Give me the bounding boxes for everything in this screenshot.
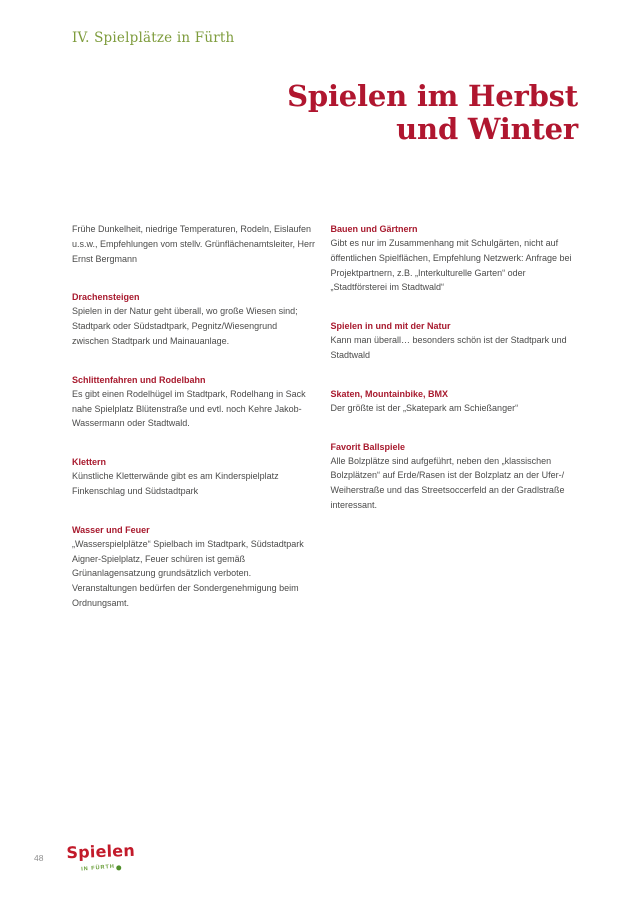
section-heading: Wasser und Feuer xyxy=(72,524,150,535)
section-wasser-und-feuer xyxy=(72,523,317,611)
page-title xyxy=(287,80,578,146)
section-body: Kann man überall… besonders schön ist der Stadtpark und Stadtwald xyxy=(330,335,567,360)
logo-dot-icon xyxy=(116,866,121,871)
chapter-header: IV. Spielplätze in Fürth xyxy=(72,30,235,46)
section-heading: Schlittenfahren und Rodelbahn xyxy=(72,374,206,385)
section-body: Frühe Dunkelheit, niedrige Temperaturen, Rodeln, Eislaufen u.s.w., Empfehlungen vom stellv. Grünflächenamtsleiter, Herr Ernst Bergmann xyxy=(72,224,315,264)
page-title-line2: und Winter xyxy=(396,112,578,146)
section-heading: Klettern xyxy=(72,457,107,468)
section-heading: Skaten, Mountainbike, BMX xyxy=(330,388,449,399)
logo-subline: IN FÜRTH xyxy=(81,863,116,873)
section-klettern xyxy=(72,455,317,499)
section-drachensteigen xyxy=(72,290,317,348)
right-column xyxy=(331,222,576,635)
page-number: 48 xyxy=(34,853,44,863)
section-favorit-ballspiele xyxy=(331,440,576,513)
section-skaten-bmx xyxy=(331,387,576,416)
section-heading: Bauen und Gärtnern xyxy=(330,224,418,234)
section-body: „Wasserspielplätze“ Spielbach im Stadtpark, Südstadtpark Aigner-Spielplatz, Feuer schüren ist gemäß Grünanlagensatzung grundsätzlich verboten. Veranstaltungen bedürfen der Sondergenehmigung beim Ordnungsamt. xyxy=(72,538,304,608)
section-heading: Favorit Ballspiele xyxy=(330,441,406,452)
section-body: Spielen in der Natur geht überall, wo große Wiesen sind; Stadtpark oder Südstadtpark, Pegnitz/Wiesengrund zwischen Stadtpark und Mainauanlage. xyxy=(72,306,298,346)
section-spielen-natur xyxy=(331,319,576,363)
page-title-line1: Spielen im Herbst xyxy=(287,79,578,113)
section-schlittenfahren xyxy=(72,373,317,431)
section-body: Alle Bolzplätze sind aufgeführt, neben den „klassischen Bolzplätzen“ auf Erde/Rasen ist der Bolzplatz an der Ufer-/ Weiherstraße und das Streetsoccerfeld an der Gradlstraße interessant. xyxy=(330,455,565,510)
logo-wordmark: Spielen xyxy=(66,840,136,863)
section-body: Es gibt einen Rodelhügel im Stadtpark, Rodelhang in Sack nahe Spielplatz Blütenstraße und evtl. noch Kehre Jakob-Wassermann oder Stadtwald. xyxy=(72,388,306,429)
section-heading: Drachensteigen xyxy=(72,292,140,303)
intro-section xyxy=(72,222,317,266)
text-columns xyxy=(72,222,575,635)
section-body: Gibt es nur im Zusammenhang mit Schulgärten, nicht auf öffentlichen Spielflächen, Empfehlung Netzwerk: Anfrage bei Projektpartnern, z.B. „Interkulturelle Garten“ oder „Stadtförsterei im Stadtwald“ xyxy=(330,238,572,293)
section-heading: Spielen in und mit der Natur xyxy=(330,321,451,332)
left-column xyxy=(72,222,317,635)
section-bauen-und-gaertnern xyxy=(331,222,576,295)
section-body: Künstliche Kletterwände gibt es am Kinderspielplatz Finkenschlag und Südstadtpark xyxy=(72,471,279,496)
section-body: Der größte ist der „Skatepark am Schießanger“ xyxy=(330,402,519,413)
spielen-in-fuerth-logo xyxy=(65,840,136,879)
